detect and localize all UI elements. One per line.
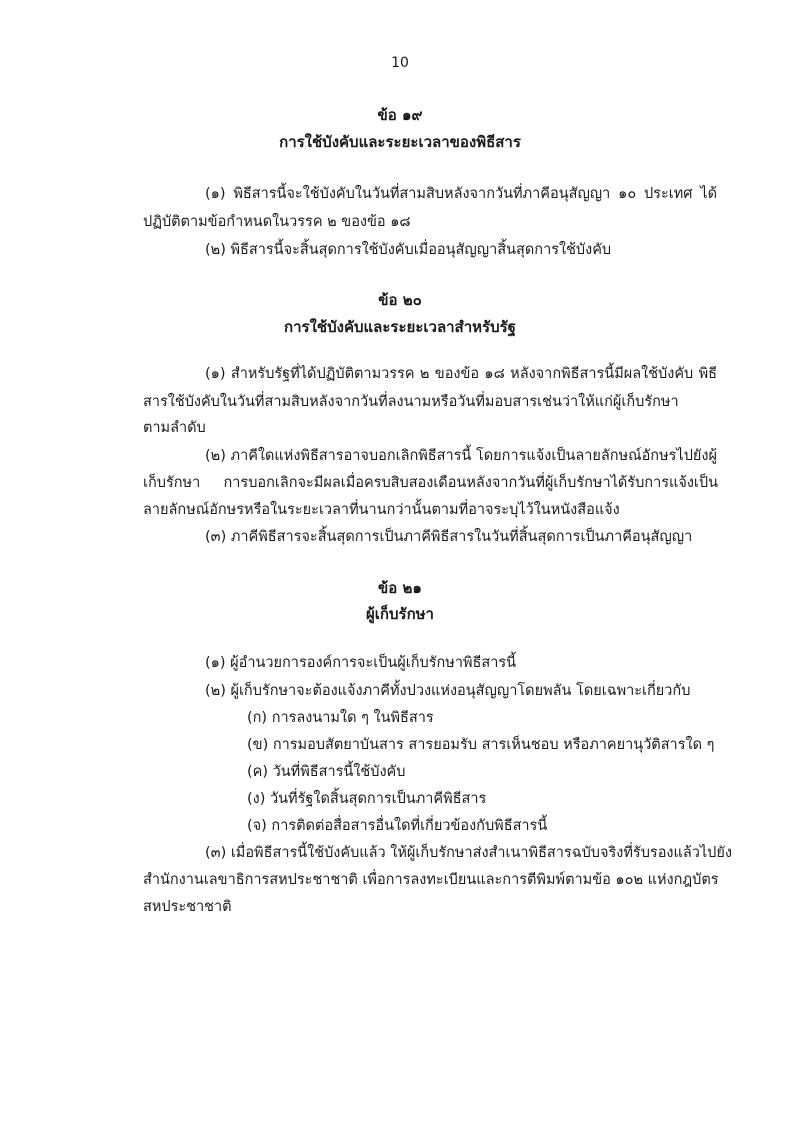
article-19-paragraph-1-line-1: (๑) พิธีสารนี้จะใช้บังคับในวันที่สามสิบหลังจากวันที่ภาคีอนุสัญญา ๑๐ ประเทศ ได้ — [205, 186, 717, 202]
article-20-title: การใช้บังคับและระยะเวลาสำหรับรัฐ — [284, 318, 516, 336]
article-20-number: ข้อ ๒๐ — [378, 291, 422, 309]
article-21-item-c: (ค) วันที่พิธีสารนี้ใช้บังคับ — [247, 764, 406, 780]
article-19-paragraph-1-line-2: ปฏิบัติตามข้อกำหนดในวรรค ๒ ของข้อ ๑๘ — [143, 214, 411, 230]
article-19-paragraph-2: (๒) พิธีสารนี้จะสิ้นสุดการใช้บังคับเมื่ออนุสัญญาสิ้นสุดการใช้บังคับ — [205, 242, 612, 258]
article-21-item-e: (จ) การติดต่อสื่อสารอื่นใดที่เกี่ยวข้องกับพิธีสารนี้ — [247, 818, 548, 834]
article-20-paragraph-1-line-1: (๑) สำหรับรัฐที่ได้ปฏิบัติตามวรรค ๒ ของข้อ ๑๘ หลังจากพิธีสารนี้มีผลใช้บังคับ พิธี — [205, 366, 717, 382]
article-21-title: ผู้เก็บรักษา — [366, 605, 434, 623]
article-21-paragraph-3-line-3: สหประชาชาติ — [143, 899, 232, 915]
article-19-number: ข้อ ๑๙ — [377, 106, 423, 124]
page-number: 10 — [391, 55, 409, 71]
article-21-paragraph-2: (๒) ผู้เก็บรักษาจะต้องแจ้งภาคีทั้งปวงแห่งอนุสัญญาโดยพลัน โดยเฉพาะเกี่ยวกับ — [205, 683, 691, 699]
article-19-title: การใช้บังคับและระยะเวลาของพิธีสาร — [279, 133, 521, 151]
article-21-number: ข้อ ๒๑ — [378, 579, 422, 597]
article-21-item-d: (ง) วันที่รัฐใดสิ้นสุดการเป็นภาคีพิธีสาร — [247, 791, 487, 807]
article-21-paragraph-1: (๑) ผู้อำนวยการองค์การจะเป็นผู้เก็บรักษาพิธีสารนี้ — [205, 655, 517, 671]
article-20-paragraph-2-line-3: ลายลักษณ์อักษรหรือในระยะเวลาที่นานกว่านั้นตามที่อาจระบุไว้ในหนังสือแจ้ง — [143, 502, 620, 518]
article-20-paragraph-1-line-2: สารใช้บังคับในวันที่สามสิบหลังจากวันที่ลงนามหรือวันที่มอบสารเช่นว่าให้แก่ผู้เก็บรักษา — [143, 394, 679, 410]
article-21-item-b: (ข) การมอบสัตยาบันสาร สารยอมรับ สารเห็นชอบ หรือภาคยานุวัติสารใด ๆ — [247, 737, 715, 753]
article-21-paragraph-3-line-2: สำนักงานเลขาธิการสหประชาชาติ เพื่อการลงทะเบียนและการตีพิมพ์ตามข้อ ๑๐๒ แห่งกฎบัตร — [143, 872, 719, 888]
article-21-item-a: (ก) การลงนามใด ๆ ในพิธีสาร — [247, 710, 434, 726]
article-20-paragraph-2-line-1: (๒) ภาคีใดแห่งพิธีสารอาจบอกเลิกพิธีสารนี้ โดยการแจ้งเป็นลายลักษณ์อักษรไปยังผู้ — [205, 448, 717, 464]
article-20-paragraph-3: (๓) ภาคีพิธีสารจะสิ้นสุดการเป็นภาคีพิธีสารในวันที่สิ้นสุดการเป็นภาคีอนุสัญญา — [205, 529, 693, 545]
article-20-paragraph-1-line-3: ตามลำดับ — [143, 420, 206, 436]
article-21-paragraph-3-line-1: (๓) เมื่อพิธีสารนี้ใช้บังคับแล้ว ให้ผู้เก็บรักษาส่งสำเนาพิธีสารฉบับจริงที่รับรองแล้วไปยัง — [205, 845, 732, 861]
article-20-paragraph-2-line-2: เก็บรักษา การบอกเลิกจะมีผลเมื่อครบสิบสองเดือนหลังจากวันที่ผู้เก็บรักษาได้รับการแจ้งเป็น — [143, 475, 718, 491]
